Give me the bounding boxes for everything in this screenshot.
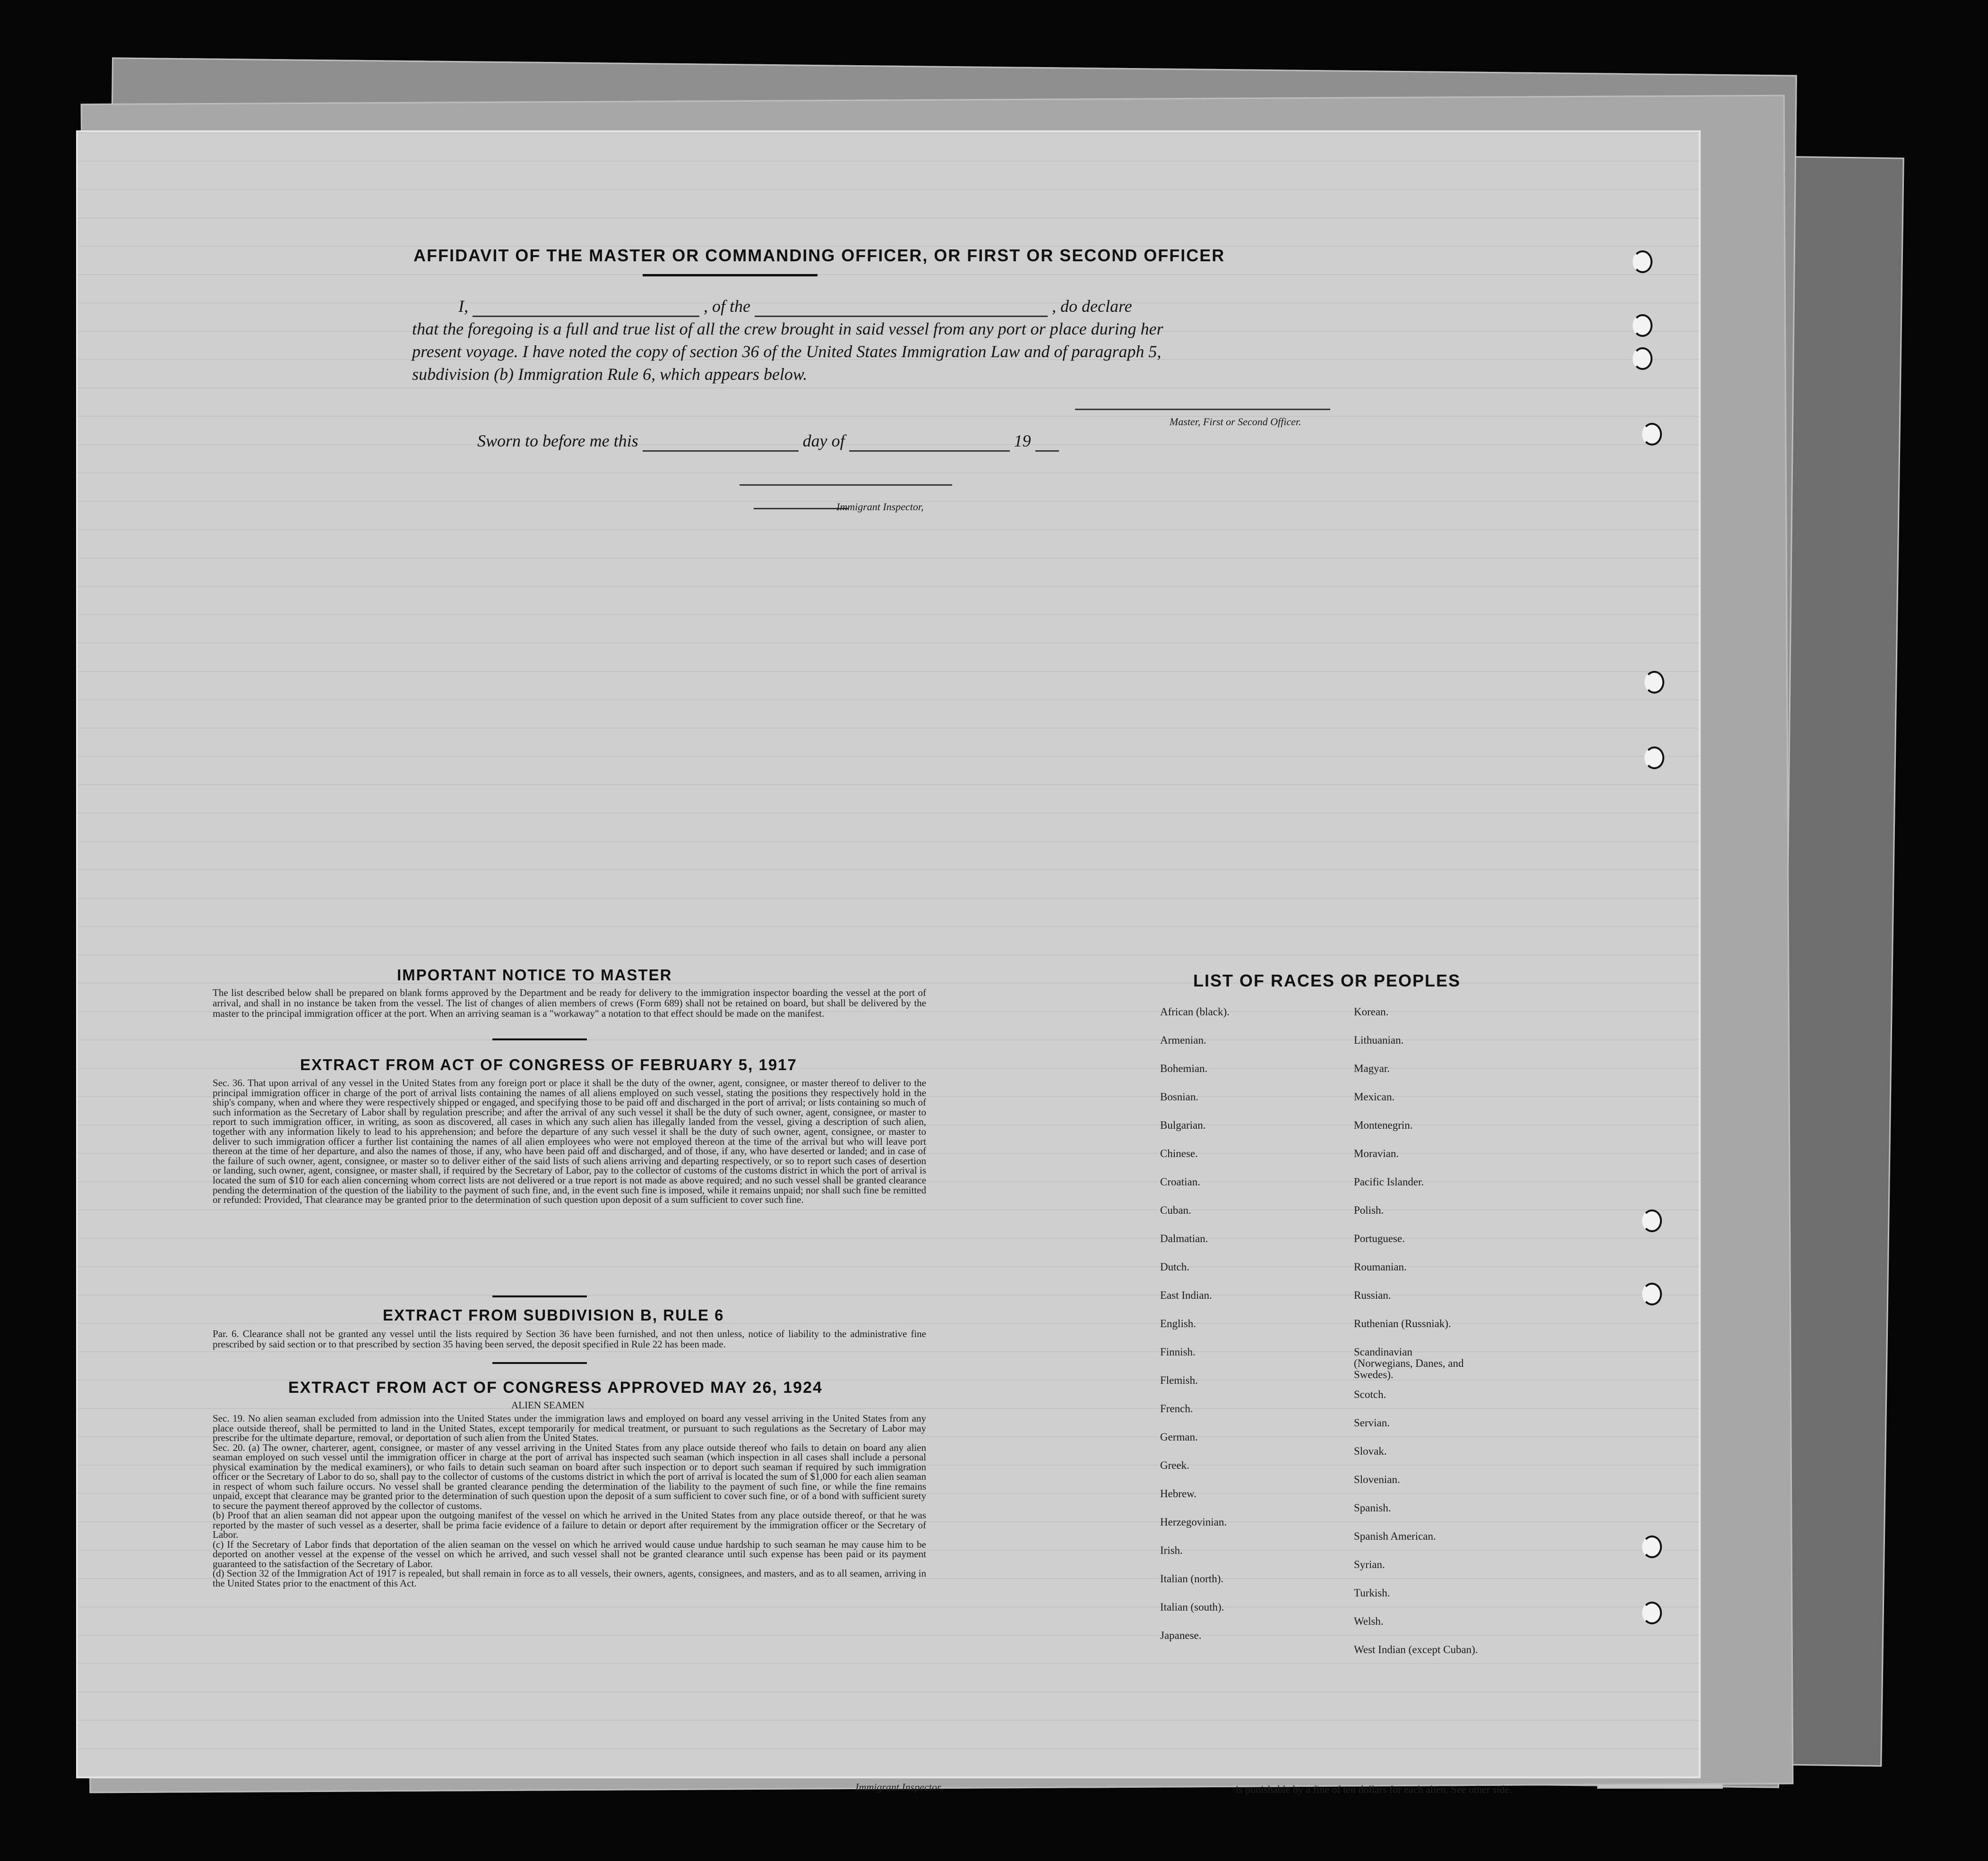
day-of-text: day of [802,431,845,450]
sworn-month-blank[interactable] [849,450,1010,452]
punch-hole [1642,1209,1662,1232]
affidavit-declare: , do declare [1051,297,1132,316]
race-item: Roumanian. [1354,1261,1407,1273]
race-item: Dalmatian. [1160,1233,1208,1244]
race-item: Japanese. [1160,1629,1202,1641]
footer-inspector-caption: Immigrant Inspector. [855,1781,943,1793]
race-item: Pacific Islander. [1354,1176,1424,1188]
race-item: Spanish. [1354,1502,1391,1514]
race-item: Welsh. [1354,1615,1384,1627]
punch-hole [1633,314,1652,337]
sec-20b-paragraph: (b) Proof that an alien seaman did not appear upon the outgoing manifest of the vessel on which he arrived in the United States from any place outside thereof, or that he was reported by the master of such vessel as a deserter, shall be prima facie evidence of a failure to detain or deport after requirement by the immigration officer or the Secretary of Labor. [213,1509,926,1540]
inspector-short-line [754,508,848,509]
race-item: Finnish. [1160,1346,1196,1358]
sworn-text: Sworn to before me this [477,431,638,450]
race-item: Servian. [1354,1417,1390,1429]
sworn-line [477,430,1059,452]
race-item: English. [1160,1318,1196,1329]
master-signature-line[interactable] [1075,409,1330,410]
extract-1917-rule [492,1295,587,1297]
race-item: Herzegovinian. [1160,1516,1227,1528]
manifest-page [78,132,1699,1776]
race-item: Dutch. [1160,1261,1189,1273]
affidavit-line2: that the foregoing is a full and true list of all the crew brought in said vessel from any port or place during her [412,319,1163,338]
punch-hole [1642,1602,1662,1624]
footer-fine-note: is punishable by a fine of ten dollars for each alien. See other side. [1236,1784,1512,1795]
race-item: Croatian. [1160,1176,1200,1188]
affidavit-line3: present voyage. I have noted the copy of section 36 of the United States Immigration Law and of paragraph 5, [412,342,1162,361]
inspector-caption: Immigrant Inspector, [836,501,924,513]
race-item: Russian. [1354,1289,1391,1301]
sec-20c-paragraph: (c) If the Secretary of Labor finds that deportation of the alien seaman on the vessel on which he arrived would cause undue hardship to such seaman he may cause him to be deported on another vessel at the expense of the vessel on which he arrived, and such vessel shall not be granted clearance until such expense has been paid or its payment guaranteed to the satisfaction of the Secretary of Labor. [213,1538,926,1569]
race-item: Flemish. [1160,1374,1198,1386]
punch-hole [1642,1535,1662,1558]
sec-20a-paragraph: Sec. 20. (a) The owner, charterer, agent, consignee, or master of any vessel arriving in the United States from any place outside thereof who fails to detain on board any alien seaman employed on such vessel until the immigration officer in charge at the port of arrival has inspected such seaman (which inspection in all cases shall include a personal physical examination by the medical examiners), or who fails to detain such seaman on board after such inspection or to deport such seaman if required by such immigration officer or the Secretary of Labor to do so, shall pay to the collector of customs of the customs district in which the port of arrival is located the sum of $1,000 for each alien seaman in respect of whom such failure occurs. No vessel shall be granted clearance pending the determination of the liability to the payment of such fine, or while the fine remains unpaid, except that clearance may be granted prior to the determination of such question upon the deposit of a sum sufficient to cover such fine, or of a bond with sufficient surety to secure the payment thereof approved by the collector of customs. [213,1441,926,1511]
affidavit-of-the: , of the [704,297,750,316]
race-item: Slovenian. [1354,1474,1400,1485]
race-item: Montenegrin. [1354,1119,1413,1131]
race-item: Bulgarian. [1160,1119,1206,1131]
race-item: Greek. [1160,1459,1189,1471]
races-left-column [1160,1006,1230,1658]
punch-hole [1644,671,1664,694]
affidavit-line4: subdivision (b) Immigration Rule 6, which appears below. [412,365,808,384]
sworn-day-blank[interactable] [643,450,799,452]
affidavit-title: AFFIDAVIT OF THE MASTER OR COMMANDING OFFICER, OR FIRST OR SECOND OFFICER [413,246,1225,265]
race-item: Hebrew. [1160,1488,1197,1500]
race-item: Polish. [1354,1204,1384,1216]
affidavit-i: I, [458,297,468,316]
rule6-title: EXTRACT FROM SUBDIVISION B, RULE 6 [383,1306,724,1324]
punch-hole [1642,423,1662,446]
master-caption: Master, First or Second Officer. [1170,416,1301,428]
sworn-year-blank[interactable] [1035,450,1059,452]
race-item: Bohemian. [1160,1063,1208,1074]
extract-1924-subtitle: ALIEN SEAMEN [511,1399,585,1411]
inspector-signature-line[interactable] [740,484,952,486]
race-item: Scotch. [1354,1389,1386,1400]
race-item: French. [1160,1403,1193,1415]
race-item: Moravian. [1354,1148,1399,1159]
year-prefix: 19 [1014,431,1031,450]
rule6-rule [492,1362,587,1364]
notice-rule [492,1038,587,1040]
race-item: Turkish. [1354,1587,1390,1599]
punch-hole [1644,746,1664,769]
extract-1924-body [213,1414,926,1588]
race-item: Chinese. [1160,1148,1198,1159]
race-item: Syrian. [1354,1559,1385,1570]
vessel-blank[interactable] [755,316,1048,317]
race-item: German. [1160,1431,1198,1443]
race-item: Italian (south). [1160,1601,1224,1613]
race-item: Scandinavian (Norwegians, Danes, and Swedes). [1354,1346,1464,1381]
extract-1924-title: EXTRACT FROM ACT OF CONGRESS APPROVED MAY 26, 1924 [288,1379,823,1397]
extract-1917-body: Sec. 36. That upon arrival of any vessel in the United States from any foreign port or place it shall be the duty of the owner, agent, consignee, or master thereof to deliver to the principal immigration officer in charge of the port of arrival lists containing the names of all aliens employed on such vessel, stating the positions they respectively hold in the ship's company, when and where they were respectively shipped or engaged, and specifying those to be paid off and discharged in the port of arrival; or lists containing so much of such information as the Secretary of Labor shall by regulation prescribe; and after the arrival of any such vessel it shall be the duty of such owner, agent, consignee, or master to report to such immigration officer, in writing, as soon as discovered, all cases in which any such alien has illegally landed from the vessel, giving a description of such alien, together with any information likely to lead to his apprehension; and before the departure of any such vessel it shall be the duty of such owner, agent, consignee, or master to deliver to such immigration officer a further list containing the names of all alien employees who were not employed thereon at the time of the arrival but who will leave port thereon at the time of her departure, and also the names of those, if any, who have been paid off and discharged, and of those, if any, who have deserted or landed; and in case of the failure of such owner, agent, consignee, or master so to deliver either of the said lists of such aliens arriving and departing respectively, or so to report such cases of desertion or landing, such owner, agent, consignee, or master shall, if required by the Secretary of Labor, pay to the collector of customs of the customs district in which the port of arrival is located the sum of $10 for each alien concerning whom correct lists are not delivered or a true report is not made as above required; and no such vessel shall be granted clearance pending the determination of the question of the liability to the payment of such fine, and, in the event such fine is imposed, while it remains unpaid; nor shall such fine be remitted or refunded: Provided, That clearance may be granted prior to the determination of such question upon deposit of a sum sufficient to cover such fine. [213,1077,926,1206]
punch-hole [1633,250,1652,273]
race-item: Bosnian. [1160,1091,1199,1103]
sec-19-paragraph: Sec. 19. No alien seaman excluded from admission into the United States under the immigration laws and employed on board any vessel arriving in the United States from any place outside thereof, shall be permitted to land in the United States, except temporarily for medical treatment, or pursuant to such regulations as the Secretary of Labor may prescribe for the ultimate departure, removal, or deportation of such alien from the United States. [213,1413,926,1443]
race-item: Spanish American. [1354,1530,1436,1542]
punch-hole [1633,347,1652,370]
punch-hole [1642,1283,1662,1305]
affidavit-rule [643,274,818,276]
race-item: Mexican. [1354,1091,1395,1103]
name-blank[interactable] [473,316,699,317]
affidavit-line1 [458,295,1132,317]
extract-1917-title: EXTRACT FROM ACT OF CONGRESS OF FEBRUARY 5, 1917 [300,1056,797,1073]
races-title: LIST OF RACES OR PEOPLES [1193,971,1461,990]
race-item: Slovak. [1354,1445,1387,1457]
race-item: Irish. [1160,1544,1183,1556]
race-item: Armenian. [1160,1034,1206,1046]
race-item: Lithuanian. [1354,1034,1404,1046]
race-item: East Indian. [1160,1289,1212,1301]
race-item: Korean. [1354,1006,1389,1018]
notice-title: IMPORTANT NOTICE TO MASTER [397,966,672,984]
race-item: African (black). [1160,1006,1230,1018]
sec-20d-paragraph: (d) Section 32 of the Immigration Act of 1917 is repealed, but shall remain in force as to all vessels, their owners, agents, consignees, and masters, and as to all seamen, arriving in the United States prior to the enactment of this Act. [213,1568,926,1589]
rule6-body: Par. 6. Clearance shall not be granted any vessel until the lists required by Section 36 have been furnished, and not then unless, notice of liability to the administrative fine prescribed by said section or to that prescribed by section 35 having been served, the deposit specified in Rule 22 has been made. [213,1328,926,1350]
race-item: Portuguese. [1354,1233,1405,1244]
race-item: Ruthenian (Russniak). [1354,1318,1451,1329]
race-item: Magyar. [1354,1063,1390,1074]
race-item: West Indian (except Cuban). [1354,1644,1478,1655]
race-item: Cuban. [1160,1204,1191,1216]
races-right-column [1354,1006,1478,1672]
notice-body: The list described below shall be prepared on blank forms approved by the Department and be ready for delivery to the immigration inspector boarding the vessel at the port of arrival, and shall in no instance be taken from the vessel. The list of changes of alien members of crews (Form 689) shall not be retained on board, but shall be delivered by the master to the principal immigration officer at the port. When an arriving seaman is a "workaway" a notation to that effect should be made on the manifest. [213,987,926,1019]
race-item: Italian (north). [1160,1573,1224,1585]
